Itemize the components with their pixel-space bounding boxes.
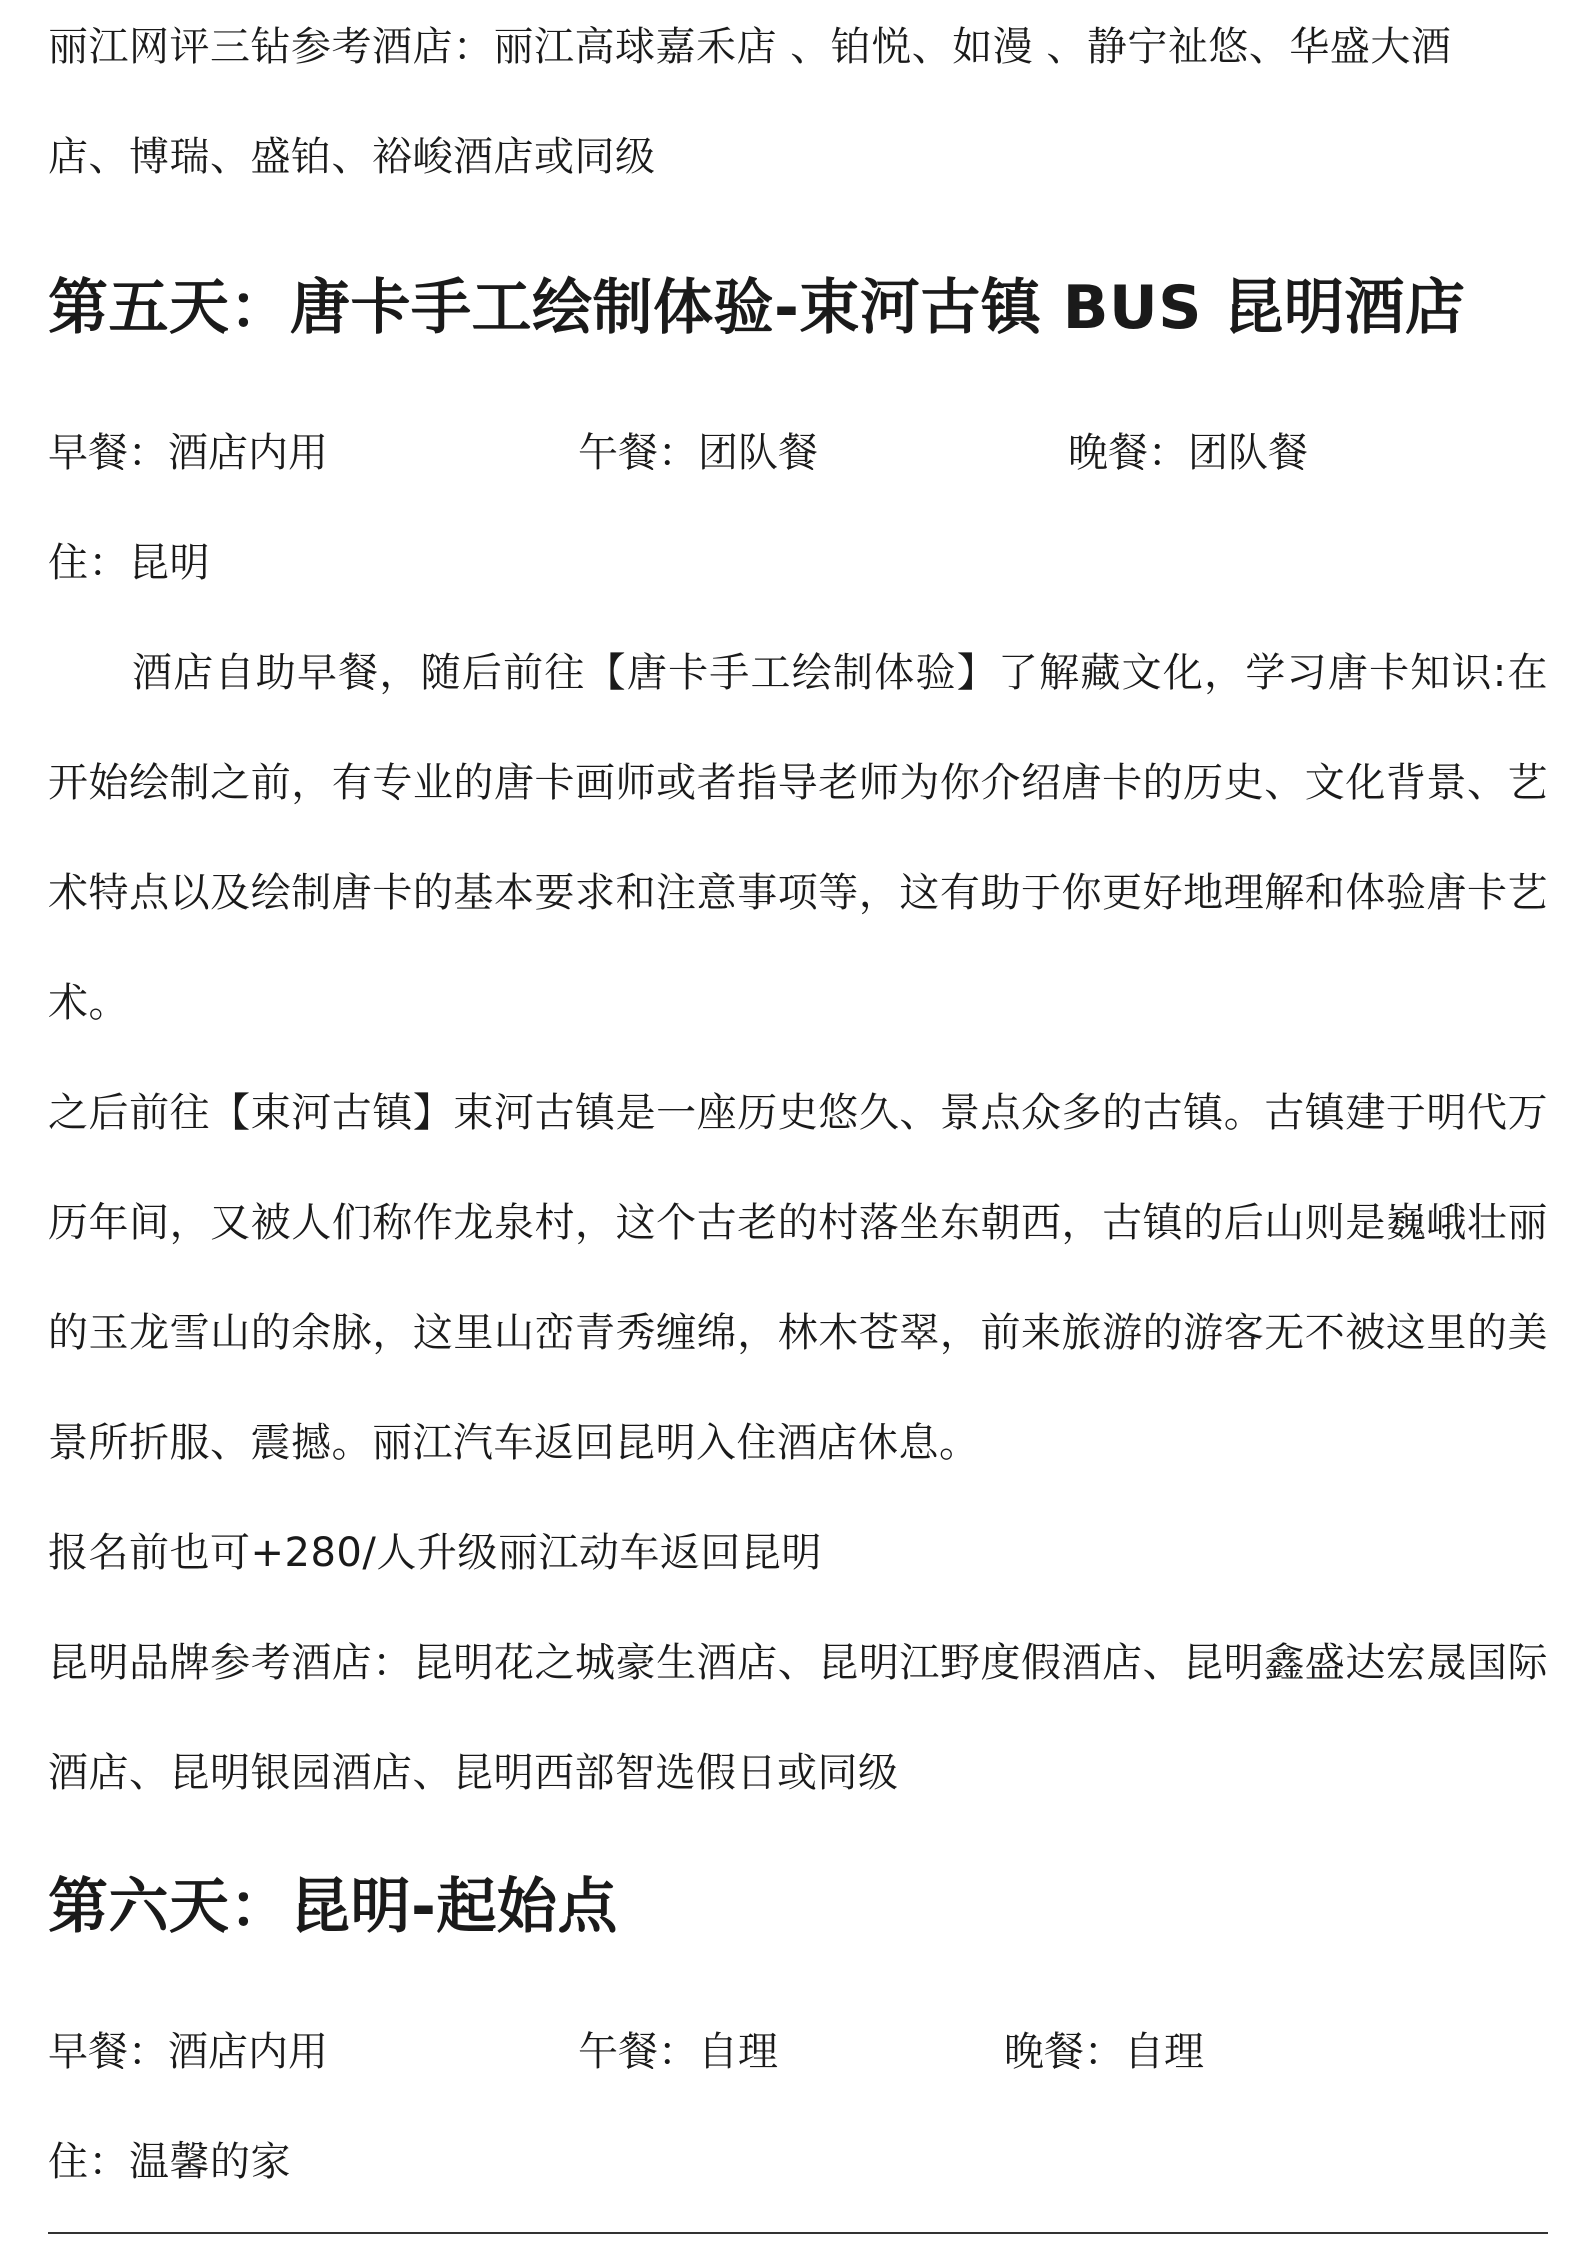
day6-meals xyxy=(48,1997,1548,2107)
day5-upgrade-note: 报名前也可+280/人升级丽江动车返回昆明 xyxy=(48,1530,822,1576)
lijiang-hotels-line2: 店、博瑞、盛铂、裕峻酒店或同级 xyxy=(48,134,656,180)
day5-kunming-hotels: 昆明品牌参考酒店：昆明花之城豪生酒店、昆明江野度假酒店、昆明鑫盛达宏晟国际酒店、昆明银园酒店、昆明西部智选假日或同级 xyxy=(48,1640,1548,1796)
footer-divider xyxy=(48,2232,1548,2234)
day5-paragraph-thangka: 酒店自助早餐，随后前往【唐卡手工绘制体验】了解藏文化，学习唐卡知识:在开始绘制之前，有专业的唐卡画师或者指导老师为你介绍唐卡的历史、文化背景、艺术特点以及绘制唐卡的基本要求和注意事项等，这有助于你更好地理解和体验唐卡艺术。 xyxy=(48,650,1548,1026)
day6-title: 第六天：昆明-起始点 xyxy=(48,1872,618,1942)
day5-breakfast: 早餐：酒店内用 xyxy=(48,430,328,476)
day5-stay: 住：昆明 xyxy=(48,540,210,586)
day5-dinner: 晚餐：团队餐 xyxy=(1068,430,1308,476)
lijiang-hotels-block xyxy=(48,0,1548,212)
day6-dinner: 晚餐：自理 xyxy=(1004,2029,1204,2075)
day6-stay: 住：温馨的家 xyxy=(48,2139,291,2185)
day5-paragraph-shuhe: 之后前往【束河古镇】束河古镇是一座历史悠久、景点众多的古镇。古镇建于明代万历年间，又被人们称作龙泉村，这个古老的村落坐东朝西，古镇的后山则是巍峨壮丽的玉龙雪山的余脉，这里山峦青秀缠绵，林木苍翠，前来旅游的游客无不被这里的美景所折服、震撼。丽江汽车返回昆明入住酒店休息。 xyxy=(48,1090,1548,1466)
day6-lunch: 午餐：自理 xyxy=(578,2029,778,2075)
day5-meals xyxy=(48,398,1548,508)
lijiang-hotels-line1: 丽江网评三钻参考酒店：丽江高球嘉禾店 、铂悦、如漫 、静宁祉悠、华盛大酒 xyxy=(48,24,1452,70)
day5-lunch: 午餐：团队餐 xyxy=(578,430,818,476)
day5-title: 第五天：唐卡手工绘制体验-束河古镇 BUS 昆明酒店 xyxy=(48,273,1466,343)
day6-breakfast: 早餐：酒店内用 xyxy=(48,2029,328,2075)
